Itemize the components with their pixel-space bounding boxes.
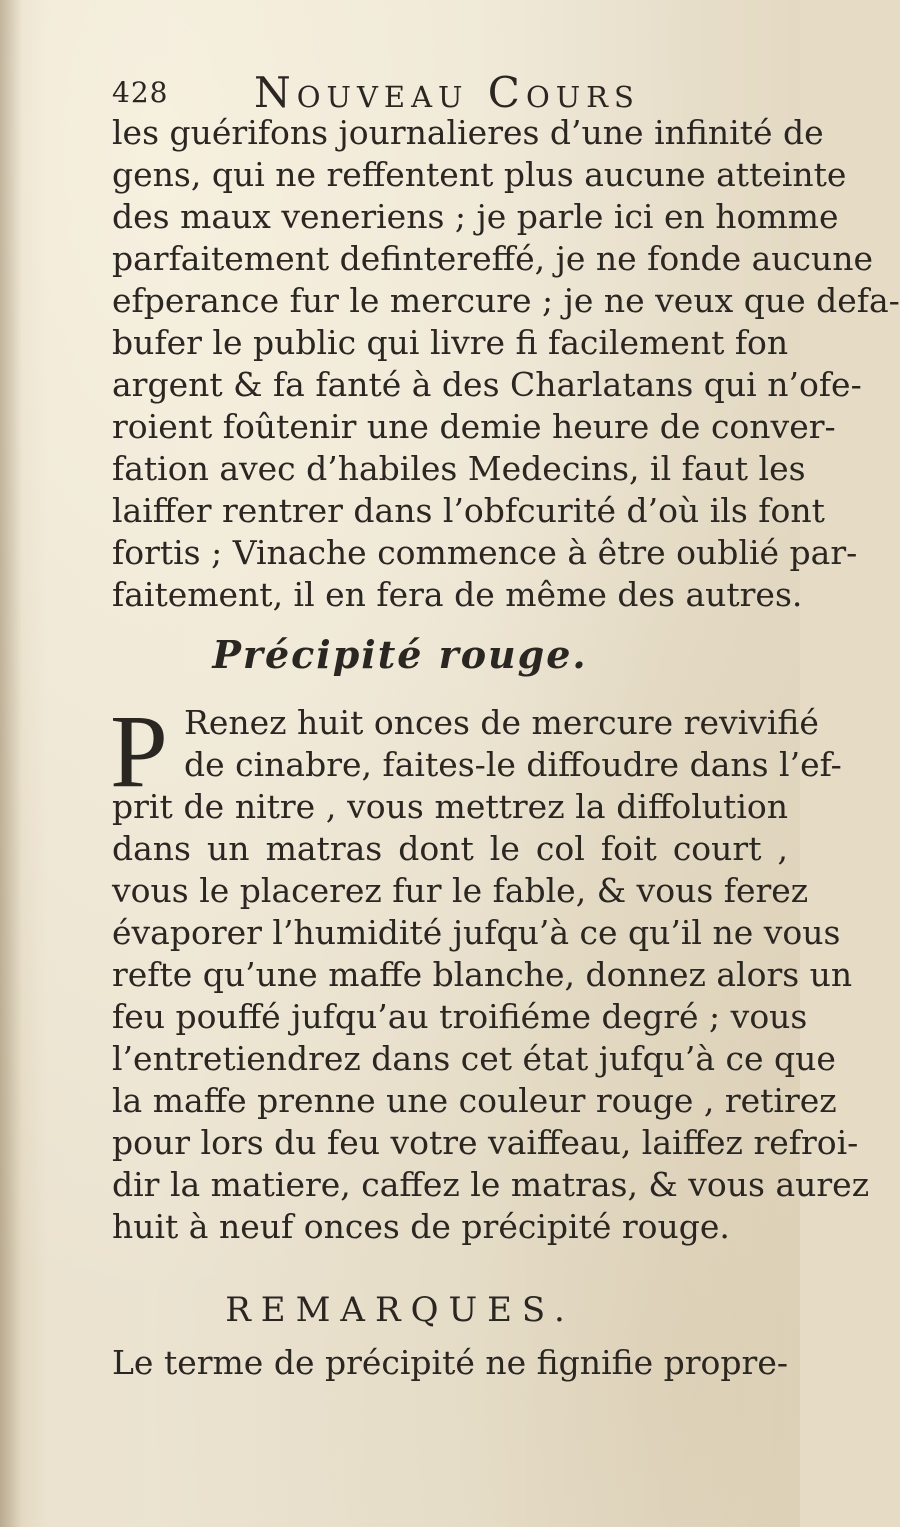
- text-line: efperance fur le mercure ; je ne veux que defa-: [112, 281, 900, 320]
- running-title: Nouveau Cours: [254, 68, 640, 117]
- text-line: dans un matras dont le col foit court ,: [112, 829, 788, 868]
- text-line: roient foûtenir une demie heure de conver-: [112, 407, 836, 446]
- text-line: les guérifons journalieres d’une infinité de: [112, 113, 824, 152]
- text-line: la maffe prenne une couleur rouge , retirez: [112, 1081, 837, 1120]
- text-line: argent & fa fanté à des Charlatans qui n’ofe-: [112, 365, 862, 404]
- text-line: fortis ; Vinache commence à être oublié par-: [112, 533, 858, 572]
- text-line: l’entretiendrez dans cet état jufqu’à ce que: [112, 1039, 836, 1078]
- text-line: Le terme de précipité ne fignifie propre-: [112, 1343, 788, 1382]
- text-line: feu pouffé jufqu’au troifiéme degré ; vous: [112, 997, 808, 1036]
- text-line: évaporer l’humidité jufqu’à ce qu’il ne vous: [112, 913, 841, 952]
- text-line: faitement, il en fera de même des autres.: [112, 575, 803, 614]
- text-line: parfaitement defintereffé, je ne fonde aucune: [112, 239, 874, 278]
- remarques-heading: REMARQUES.: [225, 1290, 575, 1330]
- text-line: bufer le public qui livre fi facilement fon: [112, 323, 789, 362]
- text-line: Renez huit onces de mercure revivifié: [184, 703, 819, 742]
- section-heading: Précipité rouge.: [212, 632, 588, 677]
- text-line: pour lors du feu votre vaiffeau, laiffez refroi-: [112, 1123, 859, 1162]
- text-line: prit de nitre , vous mettrez la diffolution: [112, 787, 788, 826]
- text-line: laiffer rentrer dans l’obfcurité d’où ils font: [112, 491, 825, 530]
- text-line: fation avec d’habiles Medecins, il faut les: [112, 449, 806, 488]
- text-line: gens, qui ne reffentent plus aucune atteinte: [112, 155, 847, 194]
- text-line: vous le placerez fur le fable, & vous ferez: [112, 871, 809, 910]
- text-line: des maux veneriens ; je parle ici en homme: [112, 197, 839, 236]
- page-number: 428: [112, 76, 169, 109]
- text-line: dir la matiere, caffez le matras, & vous aurez: [112, 1165, 870, 1204]
- text-line: de cinabre, faites-le diffoudre dans l’ef-: [184, 745, 842, 784]
- page-header: [112, 68, 792, 118]
- text-line: huit à neuf onces de précipité rouge.: [112, 1207, 730, 1246]
- text-line: refte qu’une maffe blanche, donnez alors un: [112, 955, 853, 994]
- drop-cap: P: [110, 694, 168, 809]
